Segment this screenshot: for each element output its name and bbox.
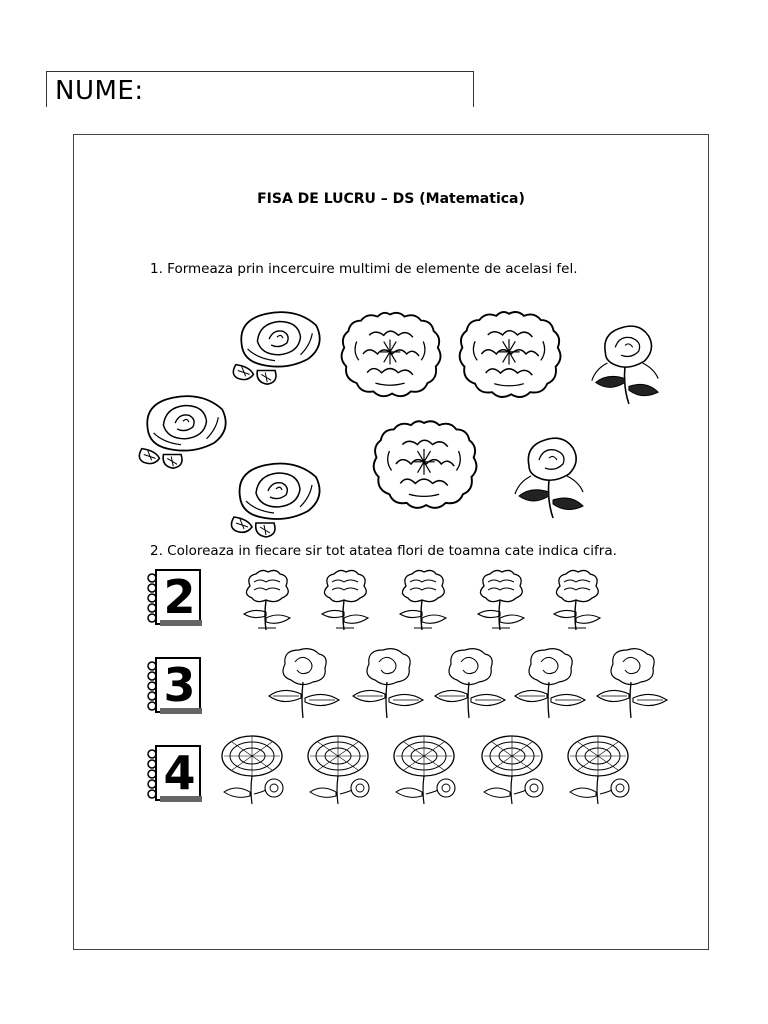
number-badge-3 <box>140 656 202 716</box>
dahlia-flower-icon <box>564 734 644 806</box>
rose-flower-icon <box>262 644 344 720</box>
number-badge-2 <box>140 568 202 628</box>
rose-flower-icon <box>226 452 326 542</box>
rose-flower-icon <box>590 644 672 720</box>
name-field-box <box>46 71 474 107</box>
rose-flower-icon <box>346 644 428 720</box>
carnation-flower-icon <box>546 568 606 632</box>
rose-flower-icon <box>428 644 510 720</box>
count-digit: 4 <box>163 746 196 800</box>
carnation-flower-icon <box>392 568 452 632</box>
rose-stem-flower-icon <box>506 430 592 520</box>
worksheet-title: FISA DE LUCRU – DS (Matematica) <box>257 191 525 207</box>
marigold-flower-icon <box>456 304 562 404</box>
count-digit: 2 <box>163 570 196 624</box>
rose-flower-icon <box>134 386 232 472</box>
rose-stem-flower-icon <box>586 318 664 406</box>
exercise-2-instruction: 2. Coloreaza in fiecare sir tot atatea flori de toamna cate indica cifra. <box>150 543 617 559</box>
marigold-flower-icon <box>338 304 442 404</box>
dahlia-flower-icon <box>478 734 558 806</box>
exercise-1-instruction: 1. Formeaza prin incercuire multimi de elemente de acelasi fel. <box>150 261 578 277</box>
carnation-flower-icon <box>314 568 374 632</box>
dahlia-flower-icon <box>304 734 384 806</box>
carnation-flower-icon <box>236 568 296 632</box>
marigold-flower-icon <box>370 414 478 514</box>
rose-flower-icon <box>228 300 326 390</box>
carnation-flower-icon <box>470 568 530 632</box>
rose-flower-icon <box>508 644 590 720</box>
name-label: NUME: <box>55 76 144 106</box>
dahlia-flower-icon <box>218 734 298 806</box>
number-badge-4 <box>140 744 202 804</box>
count-digit: 3 <box>163 658 196 712</box>
worksheet-frame <box>73 134 709 950</box>
dahlia-flower-icon <box>390 734 470 806</box>
